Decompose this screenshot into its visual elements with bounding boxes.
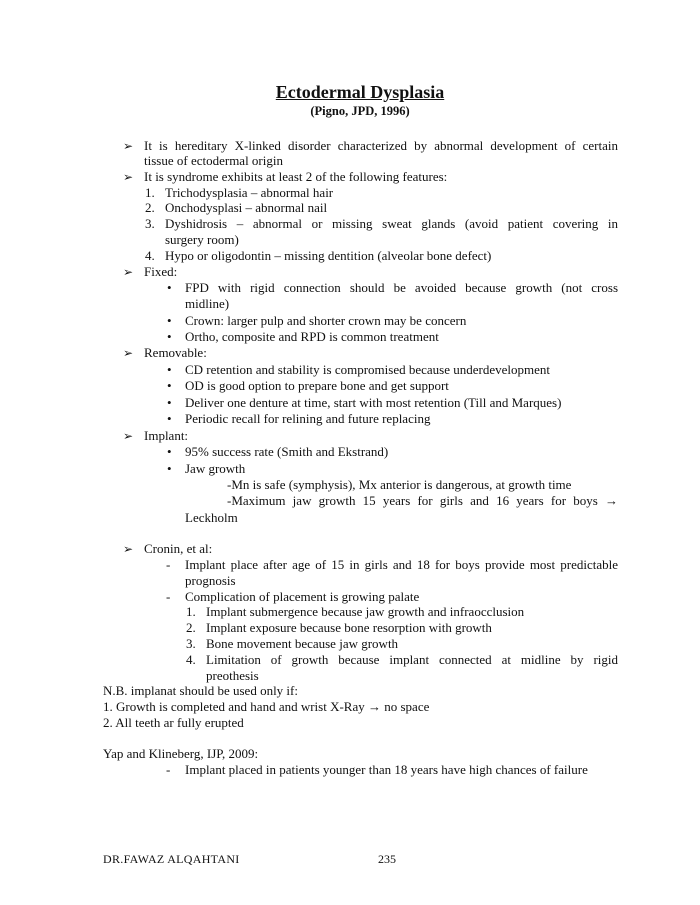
bullet-icon: •: [167, 395, 172, 410]
nb-heading: N.B. implanat should be used only if:: [103, 683, 298, 698]
dash-bullet: -: [166, 557, 171, 572]
cronin-item: Implant place after age of 15 in girls and 18 for boys provide most predictable: [185, 557, 618, 572]
page-number: 235: [378, 852, 396, 866]
bullet-icon: •: [167, 378, 172, 393]
dash-bullet: -: [166, 589, 171, 604]
nb-item: 1. Growth is completed and hand and wrist X-Ray → no space: [103, 699, 430, 714]
feature-item: Hypo or oligodontin – missing dentition (alveolar bone defect): [165, 248, 492, 263]
fixed-item: Ortho, composite and RPD is common treatment: [185, 329, 439, 344]
removable-item: Deliver one denture at time, start with most retention (Till and Marques): [185, 395, 562, 410]
implant-item: Jaw growth: [185, 461, 246, 476]
page-title: Ectodermal Dysplasia: [275, 82, 445, 102]
footer-author: DR.FAWAZ ALQAHTANI: [103, 852, 240, 866]
list-number: 1.: [145, 185, 155, 200]
removable-item: Periodic recall for relining and future replacing: [185, 411, 431, 426]
cronin-heading: Cronin, et al:: [144, 541, 213, 556]
bullet-icon: •: [167, 313, 172, 328]
yap-heading: Yap and Klineberg, IJP, 2009:: [103, 746, 259, 761]
list-number: 3.: [145, 216, 155, 231]
nb-item: 2. All teeth ar fully erupted: [103, 715, 244, 730]
list-number: 3.: [186, 636, 196, 651]
feature-item-cont: surgery room): [165, 232, 239, 247]
jaw-growth-note: -Mn is safe (symphysis), Mx anterior is dangerous, at growth time: [227, 477, 572, 492]
complication-item: Bone movement because jaw growth: [206, 636, 399, 651]
arrow-bullet-icon: ➢: [123, 265, 134, 279]
bullet-icon: •: [167, 280, 172, 295]
complication-item-cont: preothesis: [206, 668, 259, 683]
feature-item: Onchodysplasi – abnormal nail: [165, 200, 328, 215]
intro-line: It is hereditary X-linked disorder characterized by abnormal development of certain: [144, 138, 618, 153]
bullet-icon: •: [167, 444, 172, 459]
removable-heading: Removable:: [144, 345, 207, 360]
arrow-bullet-icon: ➢: [123, 139, 134, 153]
implant-heading: Implant:: [144, 428, 189, 443]
arrow-bullet-icon: ➢: [123, 542, 134, 556]
features-intro: It is syndrome exhibits at least 2 of the following features:: [144, 169, 448, 184]
feature-item: Dyshidrosis – abnormal or missing sweat glands (avoid patient covering in: [165, 216, 618, 231]
bullet-icon: •: [167, 329, 172, 344]
complication-item: Limitation of growth because implant connected at midline by rigid: [206, 652, 618, 667]
bullet-icon: •: [167, 411, 172, 426]
implant-item: 95% success rate (Smith and Ekstrand): [185, 444, 389, 459]
page-subtitle: (Pigno, JPD, 1996): [310, 104, 410, 118]
jaw-growth-note: -Maximum jaw growth 15 years for girls and 16 years for boys →: [227, 493, 618, 508]
list-number: 1.: [186, 604, 196, 619]
feature-item: Trichodysplasia – abnormal hair: [165, 185, 334, 200]
cronin-item: Complication of placement is growing palate: [185, 589, 420, 604]
bullet-icon: •: [167, 362, 172, 377]
intro-line-cont: tissue of ectodermal origin: [144, 153, 283, 168]
removable-item: OD is good option to prepare bone and get support: [185, 378, 449, 393]
list-number: 4.: [145, 248, 155, 263]
arrow-bullet-icon: ➢: [123, 429, 134, 443]
jaw-growth-note-cont: Leckholm: [185, 510, 238, 525]
bullet-icon: •: [167, 461, 172, 476]
list-number: 2.: [186, 620, 196, 635]
removable-item: CD retention and stability is compromised because underdevelopment: [185, 362, 550, 377]
cronin-item-cont: prognosis: [185, 573, 236, 588]
dash-bullet: -: [166, 762, 171, 777]
fixed-item-cont: midline): [185, 296, 230, 311]
fixed-item: FPD with rigid connection should be avoided because growth (not cross: [185, 280, 618, 295]
complication-item: Implant exposure because bone resorption with growth: [206, 620, 492, 635]
arrow-bullet-icon: ➢: [123, 346, 134, 360]
arrow-bullet-icon: ➢: [123, 170, 134, 184]
complication-item: Implant submergence because jaw growth and infraocclusion: [206, 604, 525, 619]
list-number: 2.: [145, 200, 155, 215]
fixed-heading: Fixed:: [144, 264, 178, 279]
yap-item: Implant placed in patients younger than 18 years have high chances of failure: [185, 762, 588, 777]
list-number: 4.: [186, 652, 196, 667]
fixed-item: Crown: larger pulp and shorter crown may be concern: [185, 313, 467, 328]
